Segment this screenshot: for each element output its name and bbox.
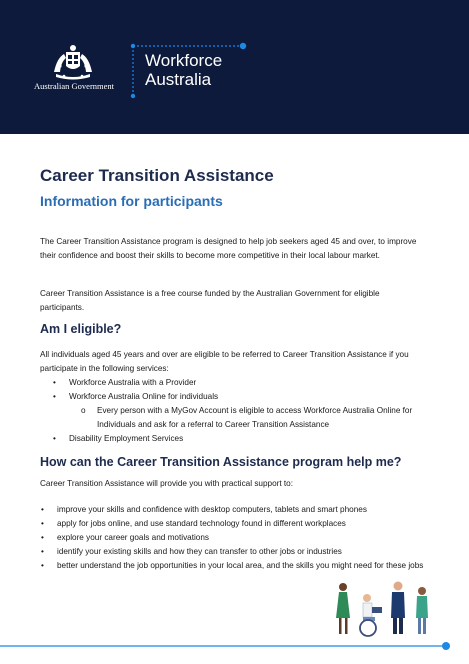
bullet-mark: •	[41, 533, 44, 542]
bullet-mark: •	[41, 561, 44, 570]
list-item-text: better understand the job opportunities in your local area, and the skills you might need for these jobs	[57, 561, 424, 570]
people-illustration	[330, 578, 438, 638]
list-item	[41, 545, 427, 559]
help-heading: How can the Career Transition Assistance program help me?	[40, 455, 402, 469]
list-item	[53, 376, 429, 390]
eligibility-text: All individuals aged 45 years and over are eligible to be referred to Career Transition Assistance if you participate in the following services:	[40, 350, 409, 373]
bullet-mark: •	[41, 547, 44, 556]
brand-name-line1: Workforce	[145, 51, 223, 70]
bullet-mark: •	[53, 392, 56, 401]
help-text: Career Transition Assistance will provide you with practical support to:	[40, 479, 294, 488]
list-item-text: Workforce Australia with a Provider	[69, 378, 197, 387]
bullet-mark: •	[53, 434, 56, 443]
intro-paragraph: Career Transition Assistance is a free course funded by the Australian Government for eligible participants.	[40, 289, 380, 312]
government-label: Australian Government	[34, 81, 115, 91]
coat-of-arms-icon	[50, 42, 96, 82]
list-item-text: Workforce Australia Online for individuals	[69, 392, 219, 401]
intro-paragraph: The Career Transition Assistance program is designed to help job seekers aged 45 and over, to improve their confidence and boost their skills to become more competitive in their local labour market.	[40, 237, 417, 260]
bullet-mark: •	[41, 505, 44, 514]
document-title: Career Transition Assistance	[40, 166, 274, 185]
eligibility-heading: Am I eligible?	[40, 322, 122, 336]
footer-divider	[0, 640, 469, 652]
sub-bullet-mark: o	[81, 406, 86, 415]
document-subtitle: Information for participants	[40, 193, 223, 209]
list-item	[53, 390, 429, 404]
list-item-text: Disability Employment Services	[69, 434, 184, 443]
list-item-text: apply for jobs online, and use standard technology found in different workplaces	[57, 519, 346, 528]
list-item-text: identify your existing skills and how they can transfer to other jobs or industries	[57, 547, 342, 556]
list-item	[41, 517, 427, 531]
brand-name-line2: Australia	[145, 70, 212, 89]
list-item	[41, 559, 427, 573]
page-header	[0, 0, 469, 134]
list-item	[41, 531, 427, 545]
bullet-mark: •	[53, 378, 56, 387]
list-item	[53, 432, 429, 446]
list-item	[41, 503, 427, 517]
list-item-text: explore your career goals and motivations	[57, 533, 210, 542]
list-item-text: Every person with a MyGov Account is eligible to access Workforce Australia Online for Individuals and ask for a referral to Career Transition Assistance	[97, 406, 413, 429]
list-item-text: improve your skills and confidence with desktop computers, tablets and smart phones	[57, 505, 367, 514]
list-item	[81, 404, 423, 431]
bullet-mark: •	[41, 519, 44, 528]
